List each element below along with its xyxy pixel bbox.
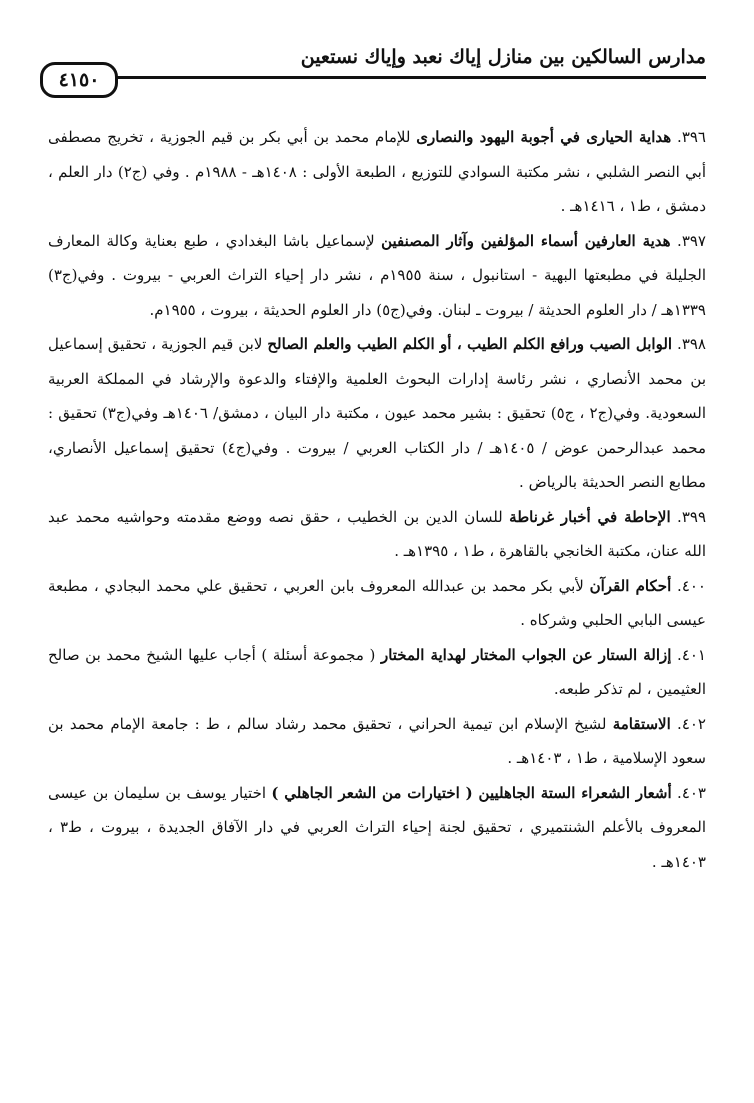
bibliography-entry [48, 707, 706, 776]
entry-title: الاستقامة [612, 714, 671, 733]
bibliography-entry [48, 224, 706, 328]
bibliography-entry [48, 120, 706, 224]
bibliography-entry [48, 569, 706, 638]
entry-number: ٤٠١. [677, 645, 706, 664]
entry-details: لإسماعيل باشا البغدادي ، طبع بعناية وكالة المعارف الجليلة في مطبعتها البهية - استانبول ، سنة ١٩٥٥م ، نشر دار إحياء التراث العربي - بيروت . وفي(ج٣) ١٣٣٩هـ / دار العلوم الحديثة / بيروت ـ لبنان. وفي(ج٥) دار العلوم الحديثة ، بيروت ، ١٩٥٥م. [48, 231, 706, 319]
page-header [40, 40, 706, 100]
bibliography-entry [48, 776, 706, 880]
entry-number: ٣٩٨. [677, 335, 706, 353]
entry-number: ٣٩٧. [677, 231, 706, 250]
bibliography-entry [48, 638, 706, 707]
entry-details: ( مجموعة أسئلة ) أجاب عليها الشيخ محمد بن صالح العثيمين ، لم تذكر طبعه. [48, 645, 706, 698]
entry-title: هدية العارفين أسماء المؤلفين وآثار المصنفين [381, 231, 671, 250]
bibliography-entry [48, 500, 706, 569]
entry-details: لشيخ الإسلام ابن تيمية الحراني ، تحقيق محمد رشاد سالم ، ط : جامعة الإمام محمد بن سعود الإسلامية ، ط١ ، ١٤٠٣هـ . [48, 714, 706, 767]
entry-details: اختيار يوسف بن سليمان بن عيسى المعروف بالأعلم الشنتميري ، تحقيق لجنة إحياء التراث العربي في دار الآفاق الجديدة ، بيروت ، ط٣ ، ١٤٠٣هـ . [48, 783, 707, 871]
bibliography-list [48, 120, 706, 879]
running-title: مدارس السالكين بين منازل إياك نعبد وإياك نستعين [300, 46, 706, 68]
entry-title: أحكام القرآن [589, 576, 672, 595]
entry-number: ٤٠٣. [677, 783, 706, 802]
entry-details: للسان الدين بن الخطيب ، حقق نصه ووضع مقدمته وحواشيه محمد عبد الله عنان، مكتبة الخانجي بالقاهرة ، ط١ ، ١٣٩٥هـ . [48, 507, 706, 560]
page-number-badge: ٤١٥٠ [40, 62, 118, 98]
entry-title: أشعار الشعراء الستة الجاهليين ( اختيارات من الشعر الجاهلي ) [271, 783, 672, 802]
entry-details: للإمام محمد بن أبي بكر بن قيم الجوزية ، تخريج مصطفى أبي النصر الشلبي ، نشر مكتبة السوادي للتوزيع ، الطبعة الأولى : ١٤٠٨هـ - ١٩٨٨م . وفي (ج٢) دار العلم ، دمشق ، ط١ ، ١٤١٦هـ . [48, 128, 706, 215]
entry-title: الإحاطة في أخبار غرناطة [509, 507, 671, 526]
entry-details: لأبي بكر محمد بن عبدالله المعروف بابن العربي ، تحقيق علي محمد البجادي ، مطبعة عيسى البابي الحلبي وشركاه . [48, 576, 706, 629]
entry-number: ٣٩٦. [677, 128, 706, 146]
entry-title: إزالة الستار عن الجواب المختار لهداية المختار [380, 645, 672, 664]
entry-title: الوابل الصيب ورافع الكلم الطيب ، أو الكلم الطيب والعلم الصالح [267, 335, 673, 353]
entry-number: ٤٠٢. [677, 714, 706, 733]
entry-title: هداية الحيارى في أجوبة اليهود والنصارى [416, 128, 672, 146]
entry-details: لابن قيم الجوزية ، تحقيق إسماعيل بن محمد الأنصاري ، نشر رئاسة إدارات البحوث العلمية والإفتاء والدعوة والإرشاد في المملكة العربية السعودية. وفي(ج٢ ، ج٥) تحقيق : بشير محمد عيون ، مكتبة دار البيان ، دمشق/ ١٤٠٦هـ وفي(ج٣) تحقيق : محمد عبدالرحمن عوض / ١٤٠٥هـ / دار الكتاب العربي / بيروت . وفي(ج٤) تحقيق إسماعيل الأنصاري، مطابع النصر الحديثة بالرياض . [48, 335, 706, 491]
entry-number: ٣٩٩. [677, 507, 706, 526]
header-rule [108, 76, 706, 79]
entry-number: ٤٠٠. [677, 576, 706, 595]
bibliography-entry [48, 327, 706, 500]
